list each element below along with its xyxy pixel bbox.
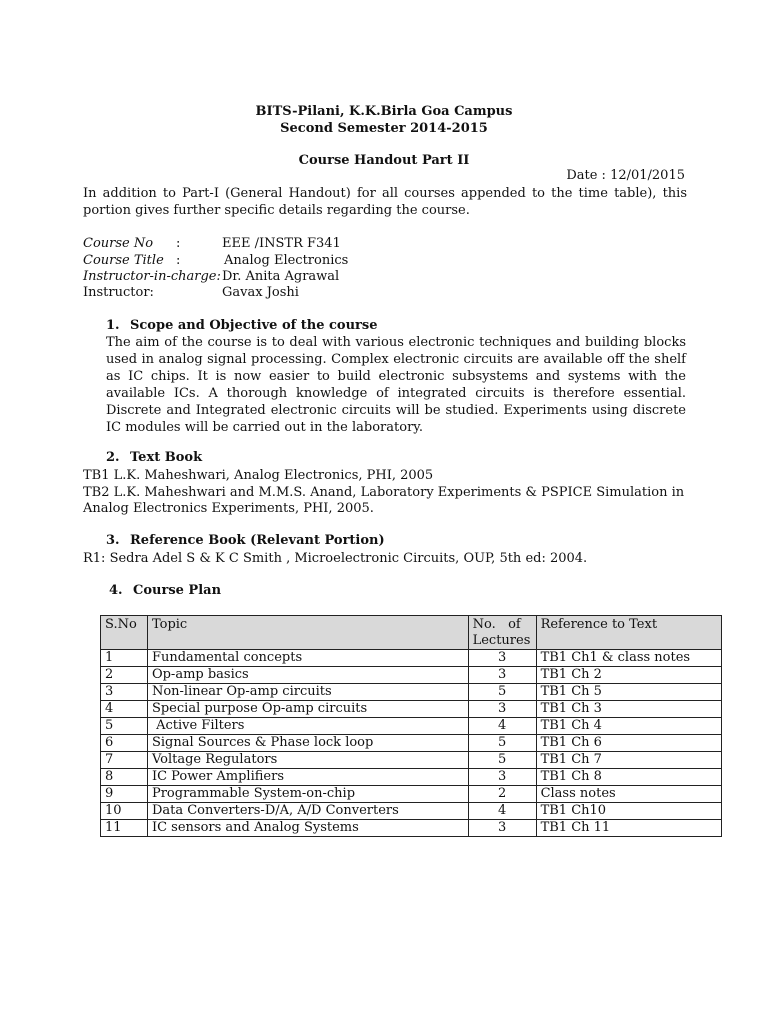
handout-title: Course Handout Part II	[298, 153, 470, 168]
textbook-tb2-line2: Analog Electronics Experiments, PHI, 2005.	[83, 501, 374, 516]
row-topic: IC Power Amplifiers	[147, 769, 468, 786]
row-reference: TB1 Ch 4	[536, 718, 721, 735]
row-lectures: 5	[468, 735, 536, 752]
row-lectures: 5	[468, 752, 536, 769]
row-lectures: 3	[468, 769, 536, 786]
header-sno: S.No	[101, 616, 148, 650]
scope-body: The aim of the course is to deal with various electronic techniques and building blocks used in analog signal processing. Complex electronic circuits are available off the shelf as IC chips. It is now easier to build electronic subsystems and systems with the available ICs. A thorough knowledge of integrated circuits is therefore essential. Discrete and Integrated electronic circuits will be studied. Experiments using discrete IC modules will be carried out in the laboratory.	[106, 335, 686, 435]
table-row	[101, 735, 722, 752]
header-reference: Reference to Text	[536, 616, 721, 650]
institution-title: BITS-Pilani, K.K.Birla Goa Campus	[255, 104, 513, 119]
row-sno: 4	[101, 701, 148, 718]
scope-heading	[106, 318, 377, 333]
reference-heading	[106, 533, 385, 548]
row-topic: Special purpose Op-amp circuits	[147, 701, 468, 718]
row-lectures: 4	[468, 718, 536, 735]
instructor-value: Gavax Joshi	[222, 285, 299, 300]
table-row	[101, 650, 722, 667]
row-reference: TB1 Ch1 & class notes	[536, 650, 721, 667]
table-row	[101, 701, 722, 718]
scope-number: 1.	[106, 318, 120, 333]
row-sno: 1	[101, 650, 148, 667]
reference-title: Reference Book (Relevant Portion)	[130, 533, 385, 548]
course-plan-body	[101, 650, 722, 837]
table-row	[101, 820, 722, 837]
row-topic: Active Filters	[147, 718, 468, 735]
header-lectures	[468, 616, 536, 650]
course-plan-header-row	[101, 616, 722, 650]
course-plan-title: Course Plan	[133, 583, 222, 598]
instructor-label: Instructor:	[83, 285, 154, 300]
row-lectures: 2	[468, 786, 536, 803]
reference-number: 3.	[106, 533, 120, 548]
row-sno: 7	[101, 752, 148, 769]
intro-paragraph: In addition to Part-I (General Handout) for all courses appended to the time table), this portion gives further specific details regarding the course.	[83, 186, 687, 218]
reference-r1: R1: Sedra Adel S & K C Smith , Microelectronic Circuits, OUP, 5th ed: 2004.	[83, 551, 588, 566]
row-topic: IC sensors and Analog Systems	[147, 820, 468, 837]
table-row	[101, 684, 722, 701]
table-row	[101, 786, 722, 803]
course-title-colon: :	[176, 253, 181, 268]
course-title-label: Course Title	[83, 253, 164, 268]
textbook-title: Text Book	[130, 450, 203, 465]
instructor-in-charge-value: Dr. Anita Agrawal	[222, 269, 340, 284]
scope-title: Scope and Objective of the course	[130, 318, 378, 333]
header-lectures-line2: Lectures	[472, 633, 531, 648]
table-row	[101, 718, 722, 735]
textbook-number: 2.	[106, 450, 120, 465]
course-title-value: Analog Electronics	[224, 253, 349, 268]
row-reference: TB1 Ch 6	[536, 735, 721, 752]
textbook-tb1: TB1 L.K. Maheshwari, Analog Electronics, PHI, 2005	[83, 468, 434, 483]
row-reference: TB1 Ch 3	[536, 701, 721, 718]
row-lectures: 3	[468, 667, 536, 684]
row-topic: Voltage Regulators	[147, 752, 468, 769]
row-lectures: 3	[468, 820, 536, 837]
course-no-label: Course No	[83, 236, 154, 251]
table-row	[101, 667, 722, 684]
row-sno: 10	[101, 803, 148, 820]
textbook-tb2-line1: TB2 L.K. Maheshwari and M.M.S. Anand, Laboratory Experiments & PSPICE Simulation in	[83, 485, 685, 500]
row-sno: 8	[101, 769, 148, 786]
row-lectures: 3	[468, 650, 536, 667]
header-lectures-line1: No. of	[472, 617, 521, 632]
row-topic: Fundamental concepts	[147, 650, 468, 667]
row-topic: Data Converters-D/A, A/D Converters	[147, 803, 468, 820]
instructor-in-charge-label: Instructor-in-charge:	[83, 269, 221, 284]
course-no-value: EEE /INSTR F341	[222, 236, 341, 251]
row-lectures: 5	[468, 684, 536, 701]
row-reference: TB1 Ch 2	[536, 667, 721, 684]
row-reference: TB1 Ch10	[536, 803, 721, 820]
row-topic: Non-linear Op-amp circuits	[147, 684, 468, 701]
semester-title: Second Semester 2014-2015	[280, 121, 488, 136]
row-topic: Op-amp basics	[147, 667, 468, 684]
row-lectures: 4	[468, 803, 536, 820]
row-topic: Signal Sources & Phase lock loop	[147, 735, 468, 752]
row-sno: 5	[101, 718, 148, 735]
row-sno: 6	[101, 735, 148, 752]
course-plan-number: 4.	[109, 583, 123, 598]
table-row	[101, 752, 722, 769]
row-topic: Programmable System-on-chip	[147, 786, 468, 803]
row-reference: TB1 Ch 8	[536, 769, 721, 786]
row-sno: 3	[101, 684, 148, 701]
course-plan-table	[100, 615, 722, 837]
row-sno: 11	[101, 820, 148, 837]
row-reference: TB1 Ch 7	[536, 752, 721, 769]
course-no-colon: :	[176, 236, 181, 251]
row-sno: 2	[101, 667, 148, 684]
table-row	[101, 769, 722, 786]
row-reference: Class notes	[536, 786, 721, 803]
row-reference: TB1 Ch 11	[536, 820, 721, 837]
row-reference: TB1 Ch 5	[536, 684, 721, 701]
row-sno: 9	[101, 786, 148, 803]
header-topic: Topic	[147, 616, 468, 650]
course-plan-heading	[109, 583, 221, 598]
handout-date: Date : 12/01/2015	[566, 168, 685, 183]
row-lectures: 3	[468, 701, 536, 718]
textbook-heading	[106, 450, 202, 465]
table-row	[101, 803, 722, 820]
